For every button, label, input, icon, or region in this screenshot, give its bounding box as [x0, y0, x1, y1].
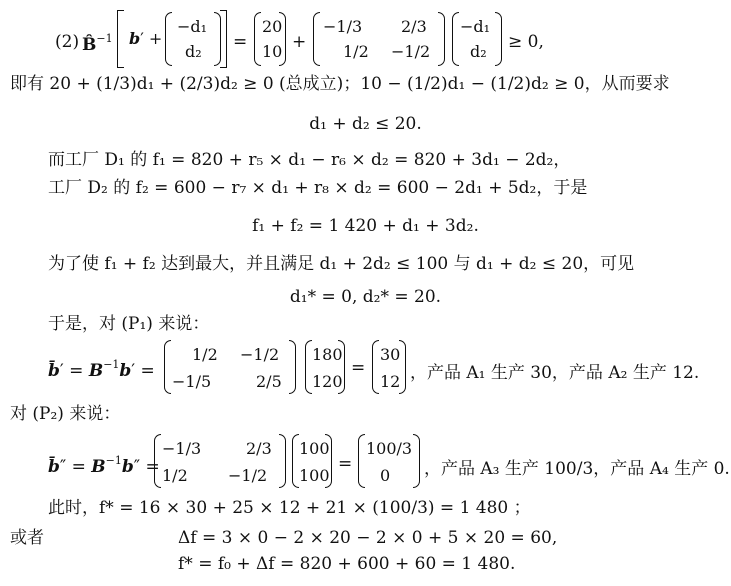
eq1-matrix: 1/2 −1/2 −1/5 2/5 [164, 340, 296, 394]
text-line-4: 而工厂 D₁ 的 f₁ = 820 + r₅ × d₁ − r₆ × d₂ = 820 + 3d₁ − 2d₂， [48, 150, 571, 170]
text-line-5: 工厂 D₂ 的 f₂ = 600 − r₇ × d₁ + r₈ × d₂ = 600 − 2d₁ + 5d₂，于是 [48, 178, 588, 198]
eq1-result: 30 12 [372, 340, 406, 394]
inequality-suffix: ≥ 0, [508, 32, 544, 52]
binv-symbol: B̂$^{-1}$ [82, 32, 113, 55]
text-line-7: 为了使 f₁ + f₂ 达到最大，并且满足 d₁ + 2d₂ ≤ 100 与 d₁ + d₂ ≤ 20，可见 [48, 254, 635, 274]
text-line-9: 于是，对 (P₁) 来说： [48, 314, 210, 334]
eq2-lhs: b̄″ = $B^{-1}b''$ = [48, 454, 160, 477]
eq2-matrix: −1/3 2/3 1/2 −1/2 [154, 434, 286, 488]
eq1-vector: 180 120 [305, 340, 345, 394]
f-star-equation: f* = f₀ + Δf = 820 + 600 + 60 = 1 480. [178, 554, 516, 574]
sum-equation: f₁ + f₂ = 1 420 + d₁ + 3d₂. [252, 216, 479, 236]
d-vector: −d₁ d₂ [165, 12, 221, 66]
eq2-vector: 100 100 [292, 434, 332, 488]
eq2-result: 100/3 0 [358, 434, 420, 488]
or-label: 或者 [10, 528, 44, 548]
eq1-lhs: b̄′ = $B^{-1}b'$ = [48, 358, 155, 381]
text-line-2: 即有 20 + (1/3)d₁ + (2/3)d₂ ≥ 0 (总成立)；10 − (1/2)d₁ − (1/2)d₂ ≥ 0，从而要求 [10, 74, 670, 94]
d-vector-2: −d₁ d₂ [452, 12, 502, 66]
bracket-expression: b′ + −d₁ d₂ [117, 10, 227, 68]
eq1-text: ，产品 A₁ 生产 30，产品 A₂ 生产 12. [410, 363, 700, 383]
eq2-text: ，产品 A₃ 生产 100/3，产品 A₄ 生产 0. [424, 459, 730, 479]
part-label: (2) [55, 32, 80, 52]
binv-matrix: −1/3 2/3 1/2 −1/2 [313, 12, 445, 66]
rhs-vector: 20 10 [254, 12, 286, 66]
constraint-equation: d₁ + d₂ ≤ 20. [309, 114, 422, 134]
text-line-11: 此时，f* = 16 × 30 + 25 × 12 + 21 × (100/3) = 1 480 ； [48, 498, 531, 518]
text-line-10: 对 (P₂) 来说： [10, 404, 121, 424]
optimal-d-equation: d₁* = 0, d₂* = 20. [289, 287, 442, 307]
delta-f-equation: Δf = 3 × 0 − 2 × 20 − 2 × 0 + 5 × 20 = 60, [178, 528, 558, 548]
